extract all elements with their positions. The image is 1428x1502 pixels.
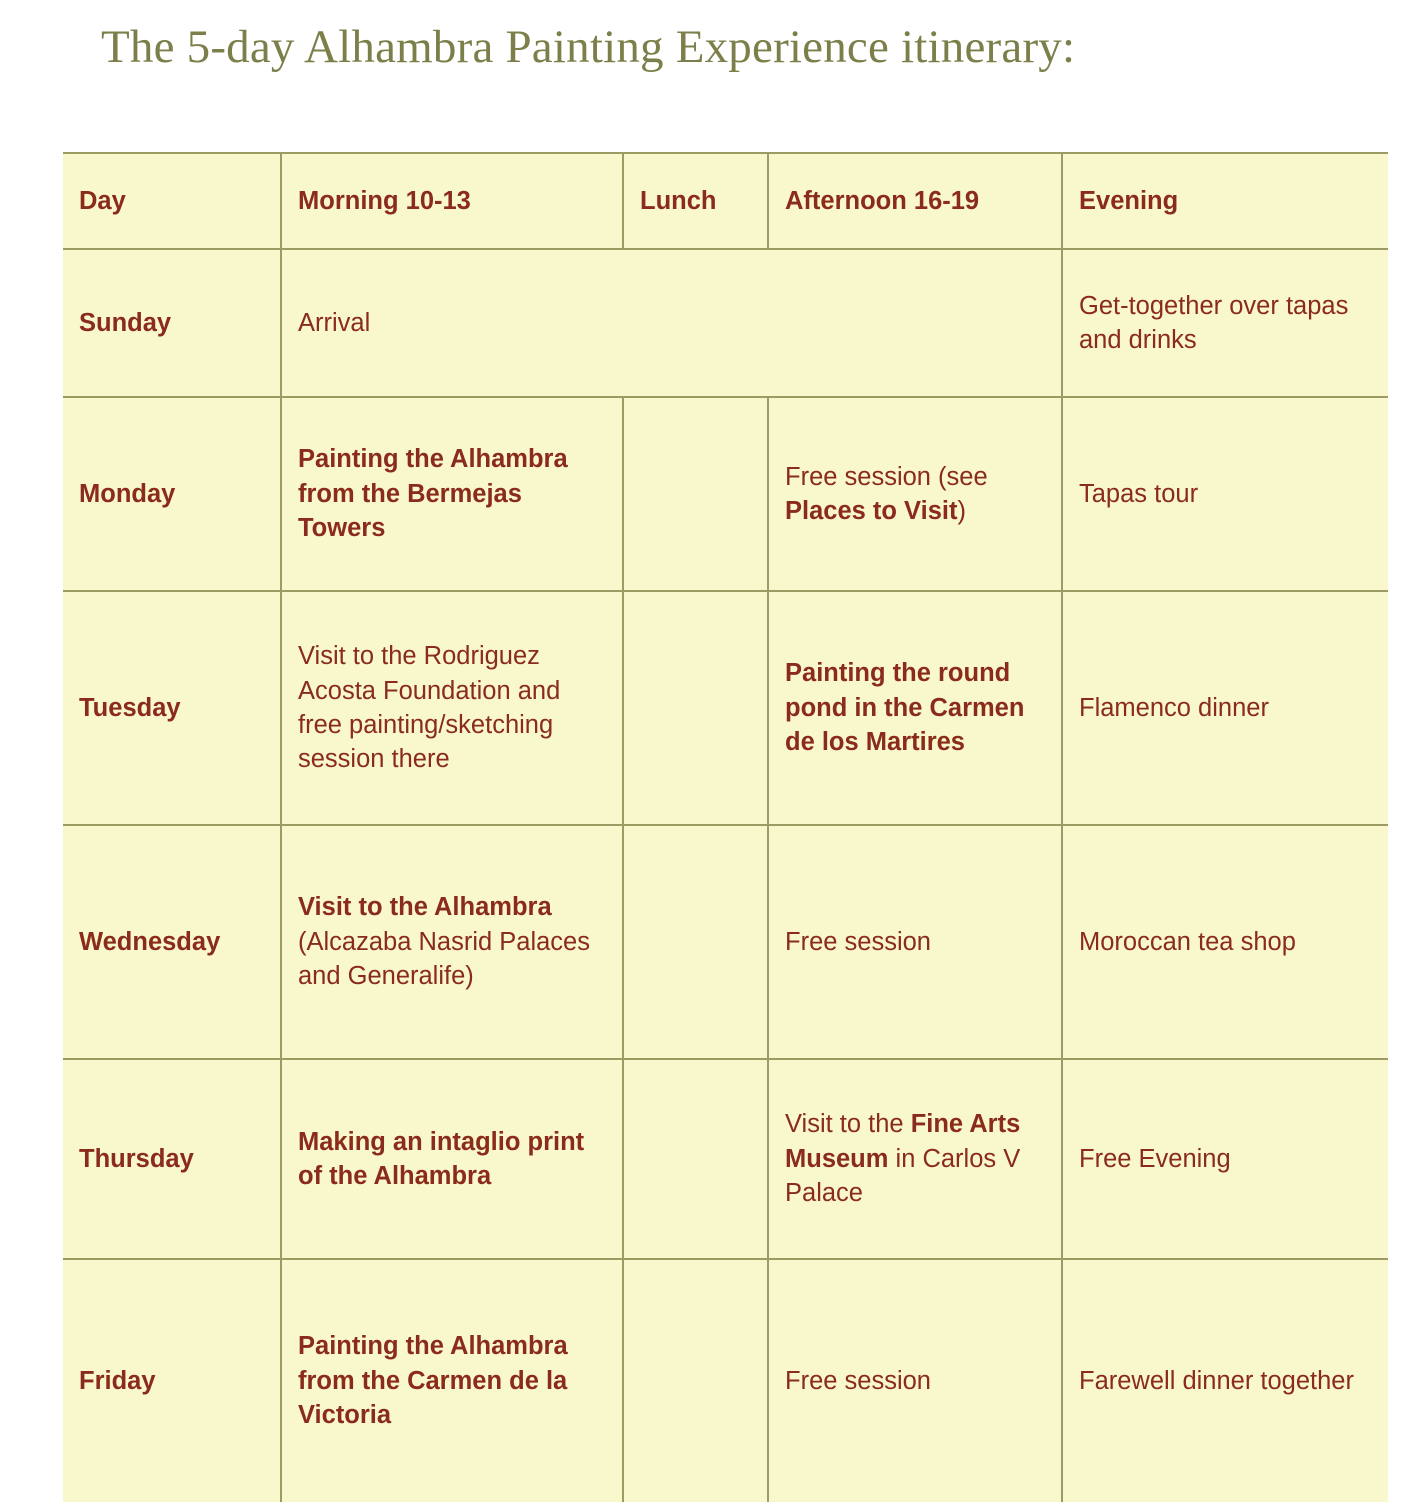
friday-evening-cell: Farewell dinner together [1062,1259,1388,1502]
monday-morning-cell: Painting the Alhambra from the Bermejas Towers [281,397,623,591]
friday-lunch-cell [623,1259,768,1502]
thursday-afternoon-lead: Visit to the [785,1110,911,1139]
itinerary-table [63,152,1388,1502]
column-header-evening: Evening [1062,153,1388,249]
wednesday-morning-emphasis: Visit to the Alhambra [298,893,552,922]
sunday-evening-cell: Get-together over tapas and drinks [1062,249,1388,397]
thursday-evening-cell: Free Evening [1062,1059,1388,1259]
day-label-friday: Friday [63,1259,281,1502]
tuesday-evening-cell: Flamenco dinner [1062,591,1388,825]
friday-morning-cell: Painting the Alhambra from the Carmen de la Victoria [281,1259,623,1502]
day-label-thursday: Thursday [63,1059,281,1259]
thursday-afternoon-cell [768,1059,1062,1259]
wednesday-evening-cell: Moroccan tea shop [1062,825,1388,1059]
column-header-morning: Morning 10-13 [281,153,623,249]
table-body [63,249,1388,1502]
wednesday-morning-cell [281,825,623,1059]
thursday-morning-cell: Making an intaglio print of the Alhambra [281,1059,623,1259]
day-label-monday: Monday [63,397,281,591]
day-label-wednesday: Wednesday [63,825,281,1059]
page-title: The 5-day Alhambra Painting Experience itinerary: [101,21,1076,73]
table-row [63,1259,1388,1502]
tuesday-morning-cell: Visit to the Rodriguez Acosta Foundation and free painting/sketching session there [281,591,623,825]
table-header [63,153,1388,249]
wednesday-lunch-cell [623,825,768,1059]
sunday-arrival-cell: Arrival [281,249,1062,397]
monday-evening-cell: Tapas tour [1062,397,1388,591]
wednesday-afternoon-cell: Free session [768,825,1062,1059]
thursday-afternoon-tail: in Carlos V Palace [785,1144,1021,1208]
table-row [63,249,1388,397]
day-label-sunday: Sunday [63,249,281,397]
table-row [63,825,1388,1059]
table-row [63,1059,1388,1259]
itinerary-table-container [63,152,1388,1502]
monday-lunch-cell [623,397,768,591]
tuesday-afternoon-cell: Painting the round pond in the Carmen de los Martires [768,591,1062,825]
monday-afternoon-emphasis: Places to Visit [785,497,958,525]
wednesday-morning-tail: (Alcazaba Nasrid Palaces and Generalife) [298,927,590,991]
monday-afternoon-lead: Free session (see [785,462,988,491]
column-header-day: Day [63,153,281,249]
friday-afternoon-cell: Free session [768,1259,1062,1502]
thursday-afternoon-emphasis: Fine Arts Museum [785,1110,1021,1173]
column-header-lunch: Lunch [623,153,768,249]
monday-afternoon-cell [768,397,1062,591]
monday-afternoon-tail: ) [957,497,966,525]
table-row [63,397,1388,591]
tuesday-lunch-cell [623,591,768,825]
day-label-tuesday: Tuesday [63,591,281,825]
table-row [63,591,1388,825]
thursday-lunch-cell [623,1059,768,1259]
table-header-row [63,153,1388,249]
column-header-afternoon: Afternoon 16-19 [768,153,1062,249]
